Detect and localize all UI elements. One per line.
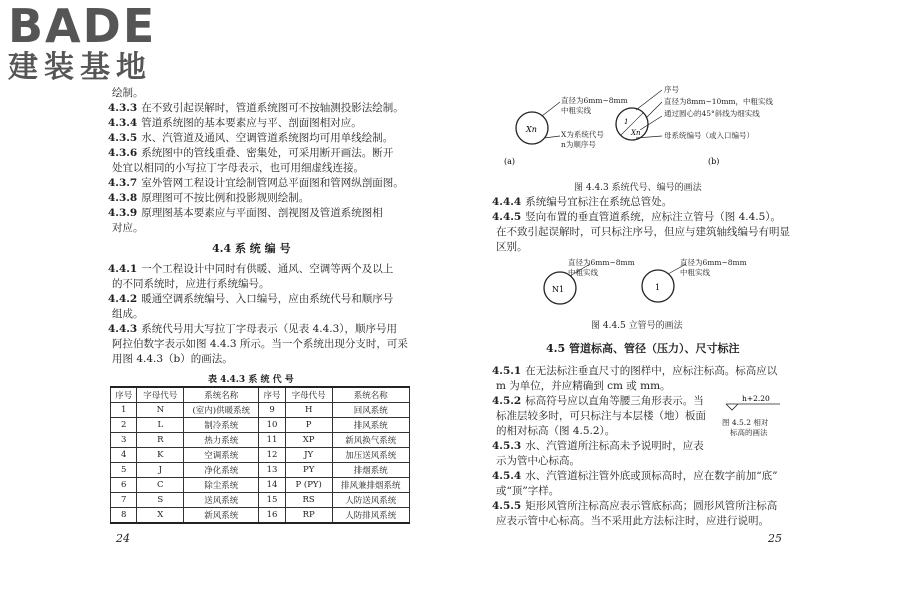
- left-line: 组成。: [112, 308, 144, 320]
- fig445-label: 中粗实线: [568, 268, 598, 277]
- table-cell: 8: [111, 508, 137, 524]
- table-header-row: [111, 387, 410, 403]
- table-cell: 制冷系统: [184, 418, 259, 433]
- right-line: 4.4.4 系统编号宜标注在系统总管处。: [492, 196, 673, 208]
- leader-line: [646, 102, 662, 118]
- table-header-cell: 字母代号: [137, 387, 184, 403]
- table-row: [111, 448, 410, 463]
- table-row: [111, 508, 410, 524]
- page-number-left: 24: [116, 532, 130, 545]
- fig-a-label: 中粗实线: [561, 106, 591, 115]
- table-row: [111, 433, 410, 448]
- left-line: 阿拉伯数字表示如图 4.4.3 所示。当一个系统出现分支时，可采: [112, 338, 408, 350]
- table-cell: 3: [111, 433, 137, 448]
- table-cell: N: [137, 403, 184, 418]
- elevation-triangle: [726, 404, 738, 410]
- right-line: 4.4.5 竖向布置的垂直管道系统，应标注立管号（图 4.4.5）。: [492, 211, 782, 223]
- left-line: 4.3.4 管道系统图的基本要素应与平、剖面图相对应。: [108, 117, 362, 129]
- fig-a-label: X为系统代号: [561, 130, 604, 139]
- circle-text-top: 1: [624, 118, 629, 126]
- left-line: 4.3.7 室外管网工程设计宜绘制管网总平面图和管网纵剖面图。: [108, 177, 404, 189]
- figure-caption-4-4-3: 图 4.4.3 系统代号、编号的画法: [574, 183, 702, 193]
- table-cell: 16: [259, 508, 285, 524]
- circle-text: N1: [552, 285, 565, 294]
- table-row: [111, 403, 410, 418]
- table-cell: 热力系统: [184, 433, 259, 448]
- page-number-right: 25: [768, 532, 782, 545]
- table-row: [111, 418, 410, 433]
- elevation-symbol: [722, 390, 802, 412]
- table-cell: 排烟系统: [332, 463, 409, 478]
- table-cell: 人防送风系统: [332, 493, 409, 508]
- table-cell: RS: [285, 493, 332, 508]
- table-cell: 加压送风系统: [332, 448, 409, 463]
- table-header-cell: 序号: [111, 387, 137, 403]
- section-title-4-5: 4.5 管道标高、管径（压力）、尺寸标注: [546, 342, 740, 355]
- table-cell: 7: [111, 493, 137, 508]
- table-cell: 空调系统: [184, 448, 259, 463]
- right-line: 应表示管中心标高。当不采用此方法标注时，应进行说明。: [496, 515, 769, 527]
- table-header-cell: 序号: [259, 387, 285, 403]
- table-cell: S: [137, 493, 184, 508]
- figure-caption-4-4-5: 图 4.4.5 立管号的画法: [591, 321, 683, 331]
- table-row: [111, 478, 410, 493]
- figure-4-5-2: [722, 390, 802, 440]
- right-line: 在不致引起误解时，可只标注序号，但应与建筑轴线编号有明显: [496, 226, 790, 238]
- figure-tag-b: (b): [708, 157, 720, 166]
- right-line: 4.5.2 标高符号应以直角等腰三角形表示。当: [492, 395, 704, 407]
- left-line: 处宜以相同的小写拉丁字母表示，也可用细虚线连接。: [112, 162, 364, 174]
- fig-b-label: 母系统编号（或入口编号）: [664, 131, 754, 140]
- left-line: 4.4.2 暖通空调系统编号、入口编号，应由系统代号和顺序号: [108, 293, 394, 305]
- left-line: 4.3.6 系统图中的管线重叠、密集处，可采用断开画法。断开: [108, 147, 394, 159]
- table-cell: XP: [285, 433, 332, 448]
- table-cell: 2: [111, 418, 137, 433]
- left-page-body-2: [108, 262, 408, 367]
- table-cell: R: [137, 433, 184, 448]
- circle-text: Xn: [526, 125, 537, 134]
- table-cell: JY: [285, 448, 332, 463]
- leader-line: [542, 102, 560, 116]
- fig445-label: 直径为6mm~8mm: [680, 258, 747, 267]
- left-line: 用图 4.4.3（b）的画法。: [112, 353, 233, 365]
- fig445-label: 直径为6mm~8mm: [568, 258, 635, 267]
- table-header-cell: 系统名称: [184, 387, 259, 403]
- table-cell: 人防排风系统: [332, 508, 409, 524]
- figure-tag-a: (a): [504, 157, 516, 166]
- table-header-cell: 字母代号: [285, 387, 332, 403]
- table-cell: 11: [259, 433, 285, 448]
- table-cell: P: [285, 418, 332, 433]
- section-title-4-4: 4.4 系 统 编 号: [212, 242, 291, 255]
- table-cell: 4: [111, 448, 137, 463]
- right-line: 4.5.5 矩形风管所注标高应表示管底标高；圆形风管所注标高: [492, 500, 778, 512]
- table-cell: H: [285, 403, 332, 418]
- brand-logo-subtitle: 建装基地: [8, 50, 152, 85]
- table-cell: X: [137, 508, 184, 524]
- right-page-body-1: [492, 195, 822, 255]
- table-cell: L: [137, 418, 184, 433]
- right-line: 示为管中心标高。: [496, 455, 580, 467]
- leader-line: [640, 116, 662, 130]
- table-header-cell: 系统名称: [332, 387, 409, 403]
- table-cell: 回风系统: [332, 403, 409, 418]
- table-cell: 排风系统: [332, 418, 409, 433]
- right-line: 的相对标高（图 4.5.2）。: [496, 425, 616, 437]
- fig-b-label: 直径为8mm~10mm，中粗实线: [664, 97, 774, 106]
- table-row: [111, 463, 410, 478]
- right-line: 4.5.3 水、汽管道所注标高未予说明时，应表: [492, 440, 704, 452]
- right-line: 4.5.4 水、汽管道标注管外底或顶标高时，应在数字前加“底”: [492, 470, 778, 482]
- table-cell: 6: [111, 478, 137, 493]
- left-line: 绘制。: [112, 87, 144, 99]
- left-page-body-1: [108, 86, 408, 236]
- fig-a-label: 直径为6mm~8mm: [561, 96, 628, 105]
- table-cell: 净化系统: [184, 463, 259, 478]
- table-cell: PY: [285, 463, 332, 478]
- table-cell: 5: [111, 463, 137, 478]
- fig-b-label: 通过圆心的45°斜线为细实线: [664, 109, 760, 118]
- left-line: 4.3.9 原理图基本要素应与平面图、剖视图及管道系统图相: [108, 207, 383, 219]
- table-title: 表 4.4.3 系 统 代 号: [208, 375, 294, 385]
- table-cell: P (PY): [285, 478, 332, 493]
- left-line: 对应。: [112, 222, 144, 234]
- table-cell: 送风系统: [184, 493, 259, 508]
- left-line: 的不同系统时，应进行系统编号。: [112, 278, 270, 290]
- table-cell: 除尘系统: [184, 478, 259, 493]
- right-line: m 为单位，并应精确到 cm 或 mm。: [496, 380, 671, 392]
- table-cell: 9: [259, 403, 285, 418]
- table-cell: 新风换气系统: [332, 433, 409, 448]
- figure-caption-4-5-2: 图 4.5.2 相对: [722, 418, 769, 427]
- leader-line: [636, 90, 662, 110]
- table-cell: 排风兼排烟系统: [332, 478, 409, 493]
- right-page-body-2: [492, 364, 822, 529]
- left-line: 4.3.5 水、汽管道及通风、空调管道系统图均可用单线绘制。: [108, 132, 394, 144]
- right-line: 区别。: [496, 241, 528, 253]
- table-cell: 12: [259, 448, 285, 463]
- right-line: 4.5.1 在无法标注垂直尺寸的图样中，应标注标高。标高应以: [492, 365, 778, 377]
- table-cell: 13: [259, 463, 285, 478]
- circle-text-bottom: Xn: [631, 129, 641, 137]
- table-cell: K: [137, 448, 184, 463]
- circle-text: 1: [655, 283, 661, 292]
- left-line: 4.3.8 原理图可不按比例和投影规则绘制。: [108, 192, 310, 204]
- left-line: 4.4.3 系统代号用大写拉丁字母表示（见表 4.4.3），顺序号用: [108, 323, 398, 335]
- right-line: 标准层较多时，可只标注与本层楼（地）板面: [496, 410, 706, 422]
- brand-logo: BADE: [8, 0, 157, 53]
- fig445-label: 中粗实线: [680, 268, 710, 277]
- table-cell: 10: [259, 418, 285, 433]
- table-cell: 15: [259, 493, 285, 508]
- table-cell: 1: [111, 403, 137, 418]
- table-cell: J: [137, 463, 184, 478]
- table-cell: RP: [285, 508, 332, 524]
- fig-b-label: 序号: [664, 85, 679, 94]
- table-cell: 14: [259, 478, 285, 493]
- table-cell: C: [137, 478, 184, 493]
- table-cell: 新风系统: [184, 508, 259, 524]
- system-code-table: [110, 386, 410, 524]
- left-line: 4.3.3 在不致引起误解时，管道系统图可不按轴测投影法绘制。: [108, 102, 404, 114]
- right-line: 或“顶”字样。: [496, 485, 560, 497]
- table-row: [111, 493, 410, 508]
- table-cell: (室内)供暖系统: [184, 403, 259, 418]
- left-line: 4.4.1 一个工程设计中同时有供暖、通风、空调等两个及以上: [108, 263, 394, 275]
- fig-a-label: n为顺序号: [561, 140, 596, 149]
- elevation-value: h+2.20: [742, 394, 770, 403]
- figure-caption-4-5-2: 标高的画法: [730, 428, 768, 437]
